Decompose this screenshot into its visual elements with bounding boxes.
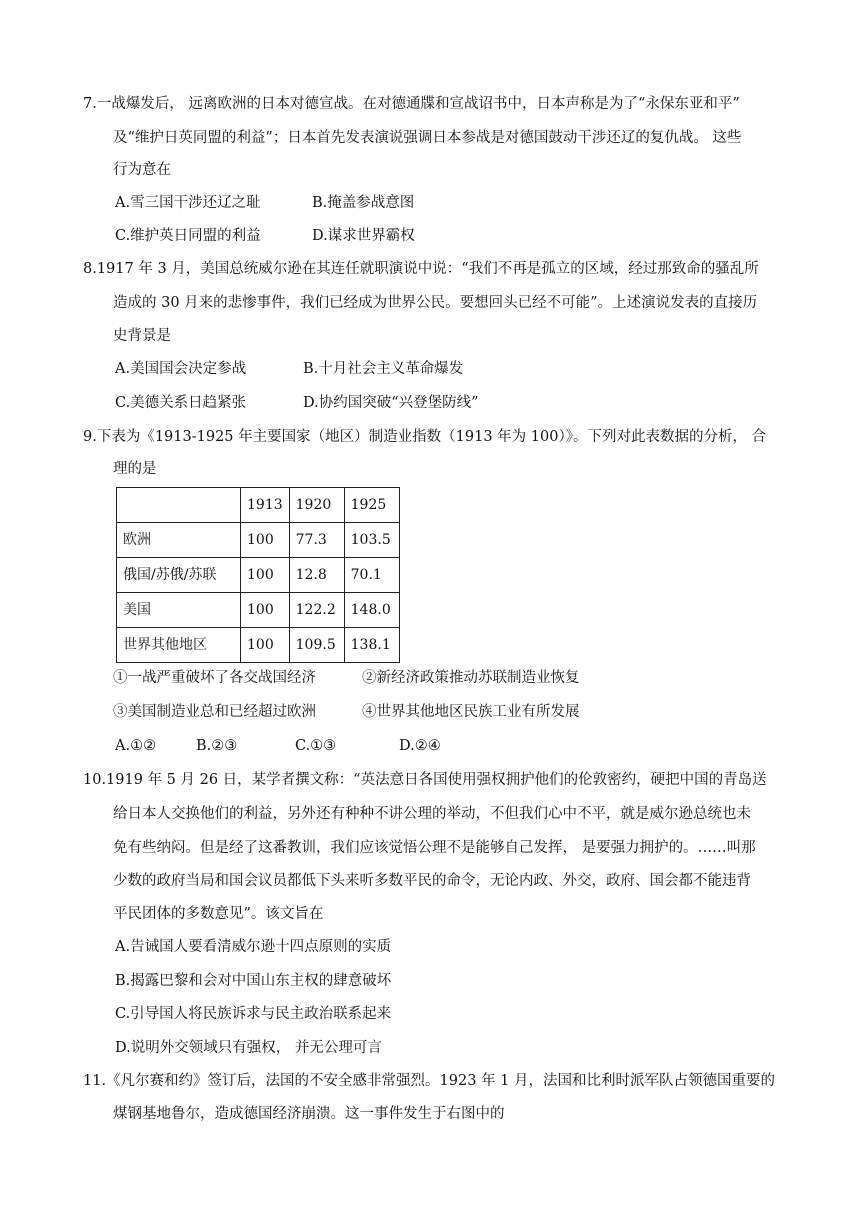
table-cell: 103.5	[344, 523, 399, 558]
q7-line-3: 行为意在	[113, 162, 171, 178]
q9-option-a: A.①②	[115, 738, 157, 754]
q10-line-1: 10.1919 年 5 月 26 日，某学者撰文称：“英法意日各国使用强权拥护他们的伦敦密约，硬把中国的青岛送	[83, 772, 767, 788]
q8-option-b: B.十月社会主义革命爆发	[303, 361, 464, 377]
q7-line-2: 及“维护日英同盟的利益”；日本首先发表演说强调日本参战是对德国鼓动干涉还辽的复仇战。 这些	[113, 130, 742, 146]
table-cell: 122.2	[289, 593, 344, 628]
q9-option-b: B.②③	[196, 738, 238, 754]
table-cell: 世界其他地区	[117, 628, 241, 663]
q11-line-1: 11.《凡尔赛和约》签订后，法国的不安全感非常强烈。1923 年 1 月，法国和比利时派军队占领德国重要的	[83, 1073, 776, 1089]
q9-statement-1: ①一战严重破坏了各交战国经济	[113, 670, 316, 686]
table-cell: 100	[241, 628, 290, 663]
q9-statement-2: ②新经济政策推动苏联制造业恢复	[362, 670, 580, 686]
q7-option-d: D.谋求世界霸权	[312, 228, 415, 244]
q8-option-a: A.美国国会决定参战	[115, 361, 247, 377]
q7-option-c: C.维护英日同盟的利益	[115, 228, 261, 244]
table-header-cell: 1920	[289, 488, 344, 523]
table-header-cell: 1925	[344, 488, 399, 523]
table-cell: 138.1	[344, 628, 399, 663]
q9-option-c: C.①③	[295, 738, 337, 754]
q10-option-c: C.引导国人将民族诉求与民主政治联系起来	[115, 1006, 392, 1022]
table-cell: 100	[241, 523, 290, 558]
q9-line-1: 9.下表为《1913-1925 年主要国家（地区）制造业指数（1913 年为 100）》。下列对此表数据的分析， 合	[83, 429, 767, 445]
table-cell: 109.5	[289, 628, 344, 663]
q9-statement-4: ④世界其他地区民族工业有所发展	[362, 704, 580, 720]
q8-option-d: D.协约国突破“兴登堡防线”	[303, 395, 479, 411]
table-cell: 俄国/苏俄/苏联	[117, 558, 241, 593]
table-row	[117, 593, 400, 628]
table-cell: 70.1	[344, 558, 399, 593]
q11-line-2: 煤钢基地鲁尔，造成德国经济崩溃。这一事件发生于右图中的	[113, 1106, 505, 1122]
table-row	[117, 558, 400, 593]
q10-line-5: 平民团体的多数意见”。该文旨在	[113, 906, 324, 922]
table-header-cell: 1913	[241, 488, 290, 523]
q10-option-d: D.说明外交领域只有强权， 并无公理可言	[115, 1040, 382, 1056]
table-cell: 12.8	[289, 558, 344, 593]
q8-line-3: 史背景是	[113, 328, 171, 344]
table-cell: 欧洲	[117, 523, 241, 558]
q10-line-4: 少数的政府当局和国会议员都低下头来听多数平民的命令，无论内政、外交，政府、国会都不能违背	[113, 873, 751, 889]
table-row	[117, 523, 400, 558]
q10-option-a: A.告诫国人要看清威尔逊十四点原则的实质	[115, 939, 392, 955]
q8-option-c: C.美德关系日趋紧张	[115, 395, 247, 411]
table-cell: 美国	[117, 593, 241, 628]
q10-line-2: 给日本人交换他们的利益，另外还有种种不讲公理的举动，不但我们心中不平，就是威尔逊总统也未	[113, 806, 751, 822]
table-cell: 148.0	[344, 593, 399, 628]
q7-line-1: 7.一战爆发后， 远离欧洲的日本对德宣战。在对德通牒和宣战诏书中，日本声称是为了“永保东亚和平”	[83, 96, 740, 112]
table-cell: 100	[241, 558, 290, 593]
q9-option-d: D.②④	[399, 738, 441, 754]
table-header-row	[117, 488, 400, 523]
table-cell: 100	[241, 593, 290, 628]
q7-option-a: A.雪三国干涉还辽之耻	[115, 195, 261, 211]
table-cell: 77.3	[289, 523, 344, 558]
q10-line-3: 免有些纳闷。但是经了这番教训，我们应该觉悟公理不是能够自己发挥， 是要强力拥护的。……叫那	[113, 840, 756, 856]
table-row	[117, 628, 400, 663]
q8-line-2: 造成的 30 月来的悲惨事件，我们已经成为世界公民。要想回头已经不可能”。上述演说发表的直接历	[113, 295, 758, 311]
table-header-cell	[117, 488, 241, 523]
q9-line-2: 理的是	[113, 461, 157, 477]
manufacturing-index-table	[116, 487, 400, 663]
q9-statement-3: ③美国制造业总和已经超过欧洲	[113, 704, 316, 720]
q10-option-b: B.揭露巴黎和会对中国山东主权的肆意破坏	[115, 973, 392, 989]
q8-line-1: 8.1917 年 3 月，美国总统威尔逊在其连任就职演说中说：“我们不再是孤立的区域，经过那致命的骚乱所	[83, 261, 759, 277]
q7-option-b: B.掩盖参战意图	[312, 195, 415, 211]
